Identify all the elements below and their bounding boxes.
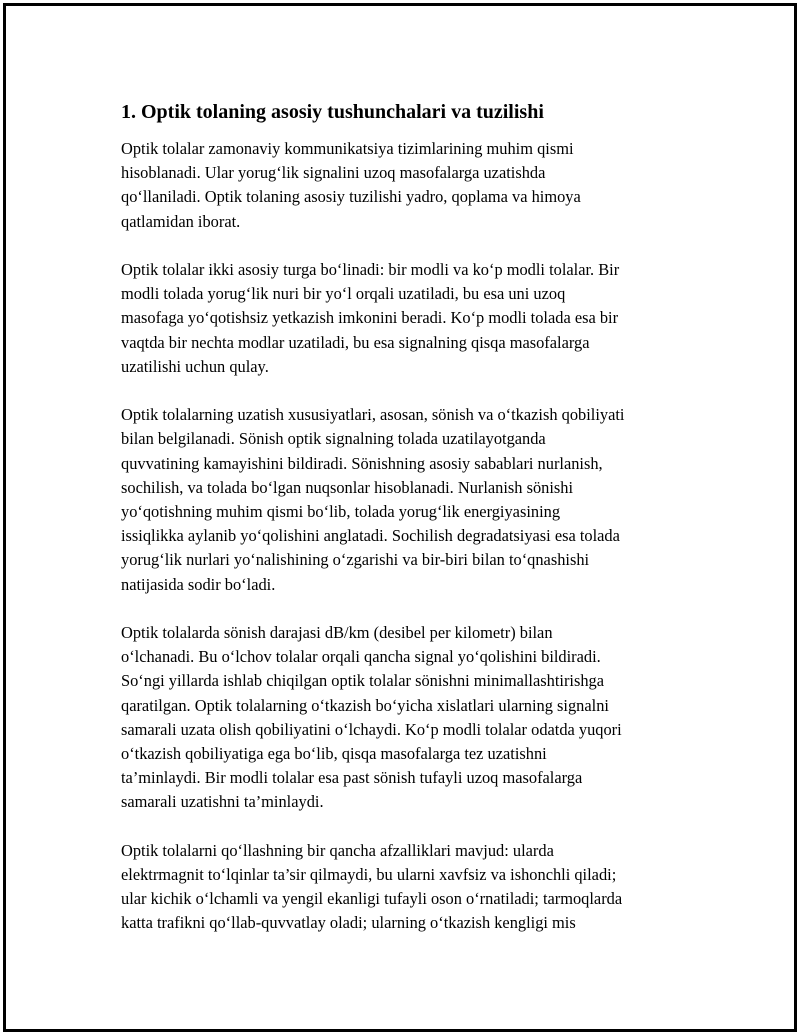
text-line: samarali uzatishni ta’minlaydi. — [121, 792, 324, 812]
text-line: Optik tolalarda sönish darajasi dB/km (desibel per kilometr) bilan — [121, 623, 553, 643]
text-line: qo‘llaniladi. Optik tolaning asosiy tuzilishi yadro, qoplama va himoya — [121, 187, 581, 207]
paragraph-2 — [121, 258, 701, 379]
text-line: modli tolada yorug‘lik nuri bir yo‘l orqali uzatiladi, bu esa uni uzoq — [121, 284, 566, 304]
text-line: issiqlikka aylanib yo‘qolishini anglatadi. Sochilish degradatsiyasi esa tolada — [121, 526, 620, 546]
text-line: So‘ngi yillarda ishlab chiqilgan optik tolalar sönishni minimallashtirishga — [121, 671, 605, 691]
text-line: samarali uzata olish qobiliyatini o‘lchaydi. Ko‘p modli tolalar odatda yuqori — [121, 719, 622, 739]
page-border — [3, 3, 797, 1032]
text-line: qaratilgan. Optik tolalarning o‘tkazish bo‘yicha xislatlari ularning signalni — [121, 695, 609, 715]
text-line: ta’minlaydi. Bir modli tolalar esa past sönish tufayli uzoq masofalarga — [121, 768, 583, 788]
section-heading: 1. Optik tolaning asosiy tushunchalari va tuzilishi — [121, 101, 544, 123]
text-line: o‘tkazish qobiliyatiga ega bo‘lib, qisqa masofalarga tez uzatishni — [121, 744, 547, 764]
text-line: yorug‘lik nurlari yo‘nalishining o‘zgarishi va bir-biri bilan to‘qnashishi — [121, 550, 590, 570]
paragraph-4 — [121, 621, 701, 815]
text-line: bilan belgilanadi. Sönish optik signalning tolada uzatilayotganda — [121, 429, 546, 449]
text-line: Optik tolalar ikki asosiy turga bo‘linadi: bir modli va ko‘p modli tolalar. Bir — [121, 260, 620, 279]
text-line: elektrmagnit to‘lqinlar ta’sir qilmaydi, bu ularni xavfsiz va ishonchli qiladi; — [121, 865, 617, 885]
paragraph-5 — [121, 839, 701, 936]
document-body — [121, 98, 701, 960]
text-line: sochilish, va tolada bo‘lgan nuqsonlar hisoblanadi. Nurlanish sönishi — [121, 477, 574, 497]
text-line: natijasida sodir bo‘ladi. — [121, 574, 276, 594]
paragraph-3 — [121, 403, 701, 597]
text-line: Optik tolalarni qo‘llashning bir qancha afzalliklari mavjud: ularda — [121, 840, 554, 860]
text-line: qatlamidan iborat. — [121, 211, 241, 231]
text-line: quvvatining kamayishini bildiradi. Sönishning asosiy sabablari nurlanish, — [121, 453, 603, 473]
text-line: Optik tolalar zamonaviy kommunikatsiya tizimlarining muhim qismi — [121, 139, 574, 158]
paragraph-1 — [121, 137, 701, 234]
text-line: vaqtda bir nechta modlar uzatiladi, bu esa signalning qisqa masofalarga — [121, 332, 590, 352]
text-line: ular kichik o‘lchamli va yengil ekanligi tufayli oson o‘rnatiladi; tarmoqlarda — [121, 889, 623, 909]
text-line: masofaga yo‘qotishsiz yetkazish imkonini beradi. Ko‘p modli tolada esa bir — [121, 308, 619, 328]
text-line: uzatilishi uchun qulay. — [121, 356, 269, 376]
text-line: hisoblanadi. Ular yorug‘lik signalini uzoq masofalarga uzatishda — [121, 163, 546, 183]
text-line: katta trafikni qo‘llab-quvvatlay oladi; ularning o‘tkazish kengligi mis — [121, 913, 576, 933]
text-line: Optik tolalarning uzatish xususiyatlari, asosan, sönish va o‘tkazish qobiliyati — [121, 405, 625, 425]
text-line: yo‘qotishning muhim qismi bo‘lib, tolada yorug‘lik energiyasining — [121, 502, 561, 522]
text-line: o‘lchanadi. Bu o‘lchov tolalar orqali qancha signal yo‘qolishini bildiradi. — [121, 647, 601, 667]
